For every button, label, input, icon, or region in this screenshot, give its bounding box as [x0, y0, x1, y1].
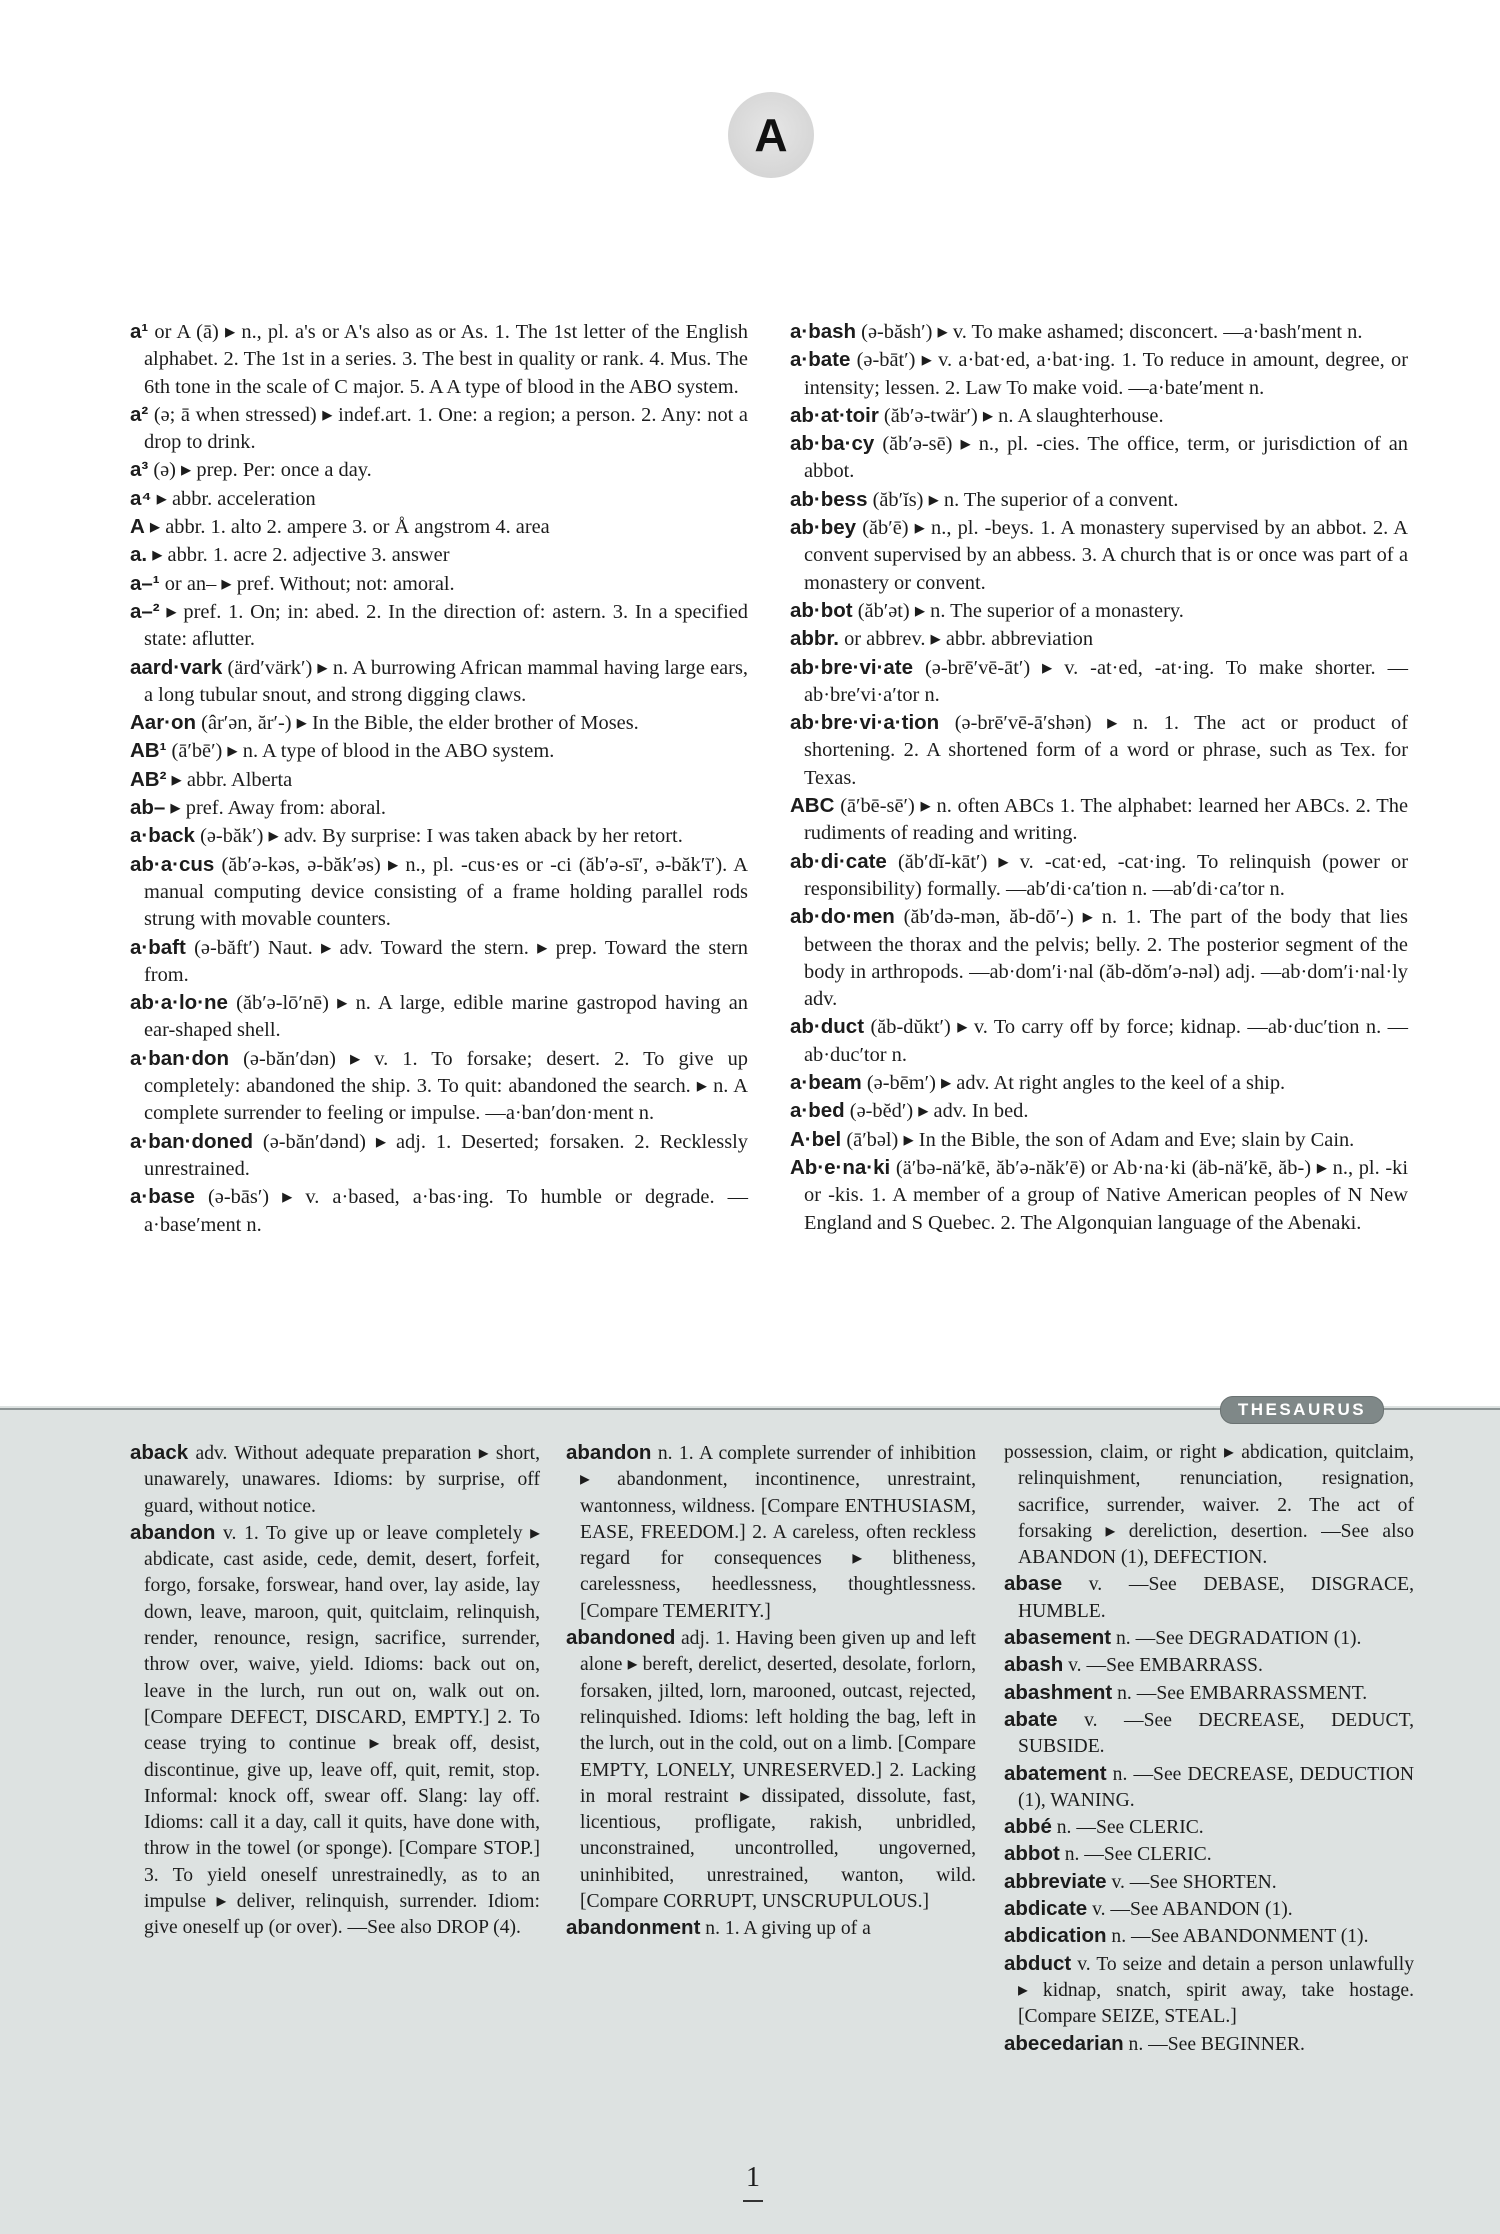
entry-headword: ABC [790, 794, 835, 818]
entry-headword: abdicate [1004, 1897, 1088, 1921]
entry-definition: or an– ▸ pref. Without; not: amoral. [159, 572, 455, 595]
entry-definition: (ə; ā when stressed) ▸ indef.art. 1. One: a region; a person. 2. Any: not a drop to drink. [144, 403, 748, 454]
entry-definition: (ăb′ē) ▸ n., pl. -beys. 1. A monastery supervised by an abbot. 2. A convent supervised by an abbess. 3. A church that is or once was part of a monastery or convent. [804, 517, 1408, 594]
entry-definition: (ăb′dĭ-kāt′) ▸ v. -cat·ed, -cat·ing. To relinquish (power or responsibility) formally. —ab′di·ca′tion n. —ab′di·ca′tor n. [804, 850, 1408, 900]
entry-headword: abandoned [566, 1626, 676, 1650]
entry-definition: ▸ abbr. acceleration [151, 487, 316, 510]
entry-headword: AB¹ [130, 739, 167, 763]
dictionary-entry [130, 851, 748, 934]
entry-definition: possession, claim, or right ▸ abdication, quitclaim, relinquishment, renunciation, resignation, sacrifice, surrender, waiver. 2. The act of forsaking ▸ dereliction, desertion. —See also ABANDON (1), DEFECTION. [1004, 1442, 1414, 1569]
entry-headword: a·bash [790, 320, 857, 343]
dictionary-entry [790, 792, 1408, 848]
dictionary-entry [790, 1097, 1408, 1125]
dictionary-entry [130, 794, 748, 822]
thesaurus-column-2 [566, 1440, 976, 1943]
thesaurus-entry [1004, 1761, 1414, 1815]
entry-headword: a·ban·don [130, 1046, 230, 1070]
entry-headword: abash [1004, 1653, 1064, 1677]
entry-headword: a–¹ [130, 571, 160, 595]
entry-definition: adv. Without adequate preparation ▸ short, unawarely, unawares. Idioms: by surprise, off guard, without notice. [144, 1443, 540, 1517]
entry-headword: A·bel [790, 1127, 842, 1151]
entry-headword: AB² [130, 767, 167, 791]
entry-definition: (ä′bə-nä′kē, ăb′ə-năk′ē) or Ab·na·ki (äb-nä′kē, ăb-) ▸ n., pl. -ki or -kis. 1. A member of a group of Native American peoples of N New England and S Quebec. 2. The Algonquian language of the Abenaki. [804, 1156, 1408, 1234]
entry-definition: ▸ abbr. 1. alto 2. ampere 3. or Å angstrom 4. area [144, 516, 550, 539]
entry-headword: a–² [130, 599, 160, 623]
entry-headword: abbot [1004, 1842, 1060, 1866]
dictionary-entry [790, 1013, 1408, 1069]
entry-definition: (ə-băk′) ▸ adv. By surprise: I was taken aback by her retort. [194, 825, 683, 848]
entry-headword: ab·duct [790, 1015, 865, 1039]
entry-definition: n. 1. A giving up of a [700, 1918, 871, 1940]
entry-definition: (ăb′ə-lō′nē) ▸ n. A large, edible marine gastropod having an ear-shaped shell. [144, 992, 748, 1042]
entry-definition: n. —See CLERIC. [1051, 1817, 1204, 1839]
dictionary-entry [790, 402, 1408, 430]
entry-definition: n. —See DECREASE, DEDUCTION (1), WANING. [1018, 1763, 1414, 1811]
entry-headword: a⁴ [130, 486, 152, 510]
thesaurus-entry [566, 1625, 976, 1915]
thesaurus-entry [1004, 1951, 1414, 2031]
entry-definition: (ā′bē-sē′) ▸ n. often ABCs 1. The alphabet: learned her ABCs. 2. The rudiments of reading and writing. [804, 795, 1408, 845]
entry-definition: n. —See BEGINNER. [1123, 2033, 1305, 2055]
entry-headword: abdication [1004, 1924, 1107, 1948]
dictionary-entry [130, 456, 748, 484]
dictionary-entry [790, 903, 1408, 1013]
dictionary-entry [790, 1154, 1408, 1237]
page-number: 1 [746, 2162, 760, 2193]
dictionary-entry [130, 401, 748, 457]
dictionary-entry [790, 318, 1408, 346]
entry-definition: (ə-bās′) ▸ v. a·based, a·bas·ing. To humble or degrade. —a·base′ment n. [144, 1186, 748, 1236]
thesaurus-entry [1004, 1680, 1414, 1707]
entry-definition: (ə-bēm′) ▸ adv. At right angles to the keel of a ship. [861, 1072, 1286, 1095]
entry-headword: ab·a·lo·ne [130, 991, 228, 1015]
thesaurus-entry [130, 1440, 540, 1520]
entry-headword: abatement [1004, 1761, 1107, 1785]
entry-definition: (ə-băsh′) ▸ v. To make ashamed; disconcert. —a·bash′ment n. [856, 321, 1363, 343]
entry-headword: A [130, 515, 145, 539]
entry-definition: or abbrev. ▸ abbr. abbreviation [839, 628, 1094, 651]
entry-headword: abandon [566, 1441, 652, 1464]
dictionary-entry [130, 989, 748, 1045]
entry-definition: (ə-brē′vē-ā′shən) ▸ n. 1. The act or product of shortening. 2. A shortened form of a word or phrase, such as Tex. for Texas. [804, 712, 1408, 789]
entry-headword: abecedarian [1004, 2031, 1124, 2055]
entry-definition: ▸ pref. 1. On; in: abed. 2. In the direction of: astern. 3. In a specified state: aflutter. [144, 600, 748, 651]
entry-definition: v. —See ABANDON (1). [1087, 1899, 1293, 1921]
dictionary-entry [130, 1045, 748, 1128]
dictionary-entry [130, 1128, 748, 1184]
dictionary-entry [130, 709, 748, 737]
dictionary-entry [130, 570, 748, 598]
thesaurus-entry [1004, 1841, 1414, 1868]
entry-definition: v. —See DEBASE, DISGRACE, HUMBLE. [1018, 1574, 1414, 1622]
entry-definition: (ə-băn′dən) ▸ v. 1. To forsake; desert. 2. To give up completely: abandoned the ship. 3. To quit: abandoned the search. ▸ n. A complete surrender to feeling or impulse. —a·ban′don·ment n. [144, 1047, 748, 1125]
entry-definition: n. —See ABANDONMENT (1). [1106, 1926, 1369, 1948]
thesaurus-label-text: THESAURUS [1237, 1400, 1367, 1419]
dictionary-entry [130, 541, 748, 569]
dictionary-entry [130, 766, 748, 794]
entry-definition: n. —See CLERIC. [1059, 1844, 1212, 1866]
entry-headword: a·ban·doned [130, 1129, 253, 1153]
section-letter: A [754, 109, 788, 161]
entry-headword: Aar·on [130, 711, 197, 735]
section-letter-badge [728, 92, 814, 178]
entry-definition: ▸ abbr. 1. acre 2. adjective 3. answer [147, 544, 450, 567]
dictionary-entry [130, 485, 748, 513]
entry-definition: (ə-băn′dənd) ▸ adj. 1. Deserted; forsaken. 2. Recklessly unrestrained. [144, 1130, 748, 1180]
entry-definition: (ăb′ĭs) ▸ n. The superior of a convent. [867, 488, 1179, 511]
entry-definition: (ăb′ə-twär′) ▸ n. A slaughterhouse. [878, 404, 1164, 427]
entry-headword: ab·at·toir [790, 403, 879, 427]
entry-definition: (âr′ən, ăr′-) ▸ In the Bible, the elder brother of Moses. [196, 712, 639, 735]
entry-headword: aard·vark [130, 655, 223, 679]
entry-headword: a¹ [130, 320, 149, 343]
entry-definition: v. —See EMBARRASS. [1063, 1655, 1263, 1677]
entry-headword: a·bed [790, 1099, 845, 1123]
entry-definition: (ə-bāt′) ▸ v. a·bat·ed, a·bat·ing. 1. To reduce in amount, degree, or intensity; lessen. 2. Law To make void. —a·bate′ment n. [804, 349, 1408, 399]
entry-headword: ab– [130, 796, 166, 820]
entry-headword: ab·bot [790, 598, 853, 622]
thesaurus-column-3 [1004, 1440, 1414, 2058]
dictionary-left-column [130, 318, 748, 1239]
entry-headword: abduct [1004, 1951, 1072, 1975]
entry-headword: aback [130, 1441, 189, 1464]
dictionary-entry [130, 598, 748, 654]
entry-headword: a·bate [790, 348, 851, 372]
entry-headword: ab·a·cus [130, 852, 215, 876]
entry-headword: ab·bey [790, 516, 857, 540]
entry-headword: ab·di·cate [790, 849, 887, 873]
entry-headword: abashment [1004, 1680, 1113, 1704]
thesaurus-entry [130, 1520, 540, 1942]
dictionary-entry [790, 514, 1408, 597]
entry-definition: (ə-băft′) Naut. ▸ adv. Toward the stern. ▸ prep. Toward the stern from. [144, 936, 748, 986]
thesaurus-entry [1004, 1814, 1414, 1841]
entry-definition: n. —See EMBARRASSMENT. [1112, 1682, 1368, 1704]
dictionary-entry [130, 318, 748, 401]
dictionary-entry [130, 1183, 748, 1239]
entry-definition: v. 1. To give up or leave completely ▸ abdicate, cast aside, cede, demit, desert, forfeit, forgo, forsake, forswear, hand over, lay aside, lay down, leave, maroon, quit, quitclaim, relinquish, render, renounce, resign, sacrifice, surrender, throw over, waive, yield. Idioms: back out on, leave in the lurch, run out on, walk out on. [Compare DEFECT, DISCARD, EMPTY.] 2. To cease trying to continue ▸ break off, desist, discontinue, give up, leave off, quit, remit, stop. Informal: knock off, swear off. Slang: lay off. Idioms: call it a day, call it quits, have done with, throw in the towel (or sponge). [Compare STOP.] 3. To yield oneself unrestrainedly, as to an impulse ▸ deliver, relinquish, surrender. Idiom: give oneself up (or over). —See also DROP (4). [144, 1522, 540, 1939]
entry-definition: n. 1. A complete surrender of inhibition ▸ abandonment, incontinence, unrestraint, wantonness, wildness. [Compare ENTHUSIASM, EASE, FREEDOM.] 2. A careless, often reckless regard for consequences ▸ blitheness, carelessness, heedlessness, thoughtlessness. [Compare TEMERITY.] [580, 1443, 976, 1622]
entry-headword: a³ [130, 458, 149, 482]
entry-headword: ab·do·men [790, 905, 895, 929]
entry-definition: or A (ā) ▸ n., pl. a's or A's also as or As. 1. The 1st letter of the English alphabet. 2. The 1st in a series. 3. The best in quality or rank. 4. Mus. The 6th tone in the scale of C major. 5. A A type of blood in the ABO system. [144, 321, 748, 398]
entry-definition: (ə-brē′vē-āt′) ▸ v. -at·ed, -at·ing. To make shorter. —ab·bre′vi·a′tor n. [804, 656, 1408, 706]
thesaurus-entry [1004, 1869, 1414, 1896]
entry-headword: ab·bre·vi·ate [790, 655, 914, 679]
entry-headword: abbreviate [1004, 1869, 1107, 1893]
thesaurus-label [1220, 1396, 1384, 1424]
dictionary-entry [790, 1069, 1408, 1097]
entry-headword: a² [130, 402, 149, 426]
entry-headword: abbé [1004, 1815, 1052, 1839]
entry-headword: abase [1004, 1572, 1063, 1596]
entry-definition: v. —See DECREASE, DEDUCT, SUBSIDE. [1018, 1709, 1414, 1758]
entry-headword: abbr. [790, 627, 839, 651]
entry-headword: a·base [130, 1185, 195, 1209]
page-number-underline [743, 2200, 763, 2202]
entry-headword: abandonment [566, 1916, 701, 1940]
entry-headword: abate [1004, 1707, 1058, 1731]
thesaurus-entry [566, 1915, 976, 1942]
dictionary-entry [790, 848, 1408, 904]
entry-definition: (ärd′värk′) ▸ n. A burrowing African mammal having large ears, a long tubular snout, and strong digging claws. [144, 656, 748, 706]
dictionary-entry [790, 1126, 1408, 1154]
dictionary-entry [790, 346, 1408, 402]
entry-definition: n. —See DEGRADATION (1). [1111, 1628, 1362, 1650]
dictionary-entry [790, 654, 1408, 710]
dictionary-entry [790, 709, 1408, 792]
dictionary-entry [790, 625, 1408, 653]
thesaurus-entry [1004, 1440, 1414, 1571]
entry-definition: (ăb′ə-kəs, ə-băk′əs) ▸ n., pl. -cus·es or -ci (ăb′ə-sī′, ə-băk′ī′). A manual computing device consisting of a frame holding parallel rods strung with movable counters. [144, 853, 748, 931]
entry-definition: (ăb′də-mən, ăb-dō′-) ▸ n. 1. The part of the body that lies between the thorax and the pelvis; belly. 2. The posterior segment of the body in arthropods. —ab·dom′i·nal (ăb-dŏm′ə-nəl) adj. —ab·dom′i·nal·ly adv. [804, 906, 1408, 1011]
entry-headword: ab·ba·cy [790, 432, 875, 456]
entry-definition: v. To seize and detain a person unlawfully ▸ kidnap, snatch, spirit away, take hostage. [Compare SEIZE, STEAL.] [1018, 1953, 1414, 2028]
thesaurus-entry [1004, 1896, 1414, 1923]
entry-headword: ab·bess [790, 487, 868, 511]
entry-headword: abandon [130, 1520, 216, 1544]
entry-headword: a. [130, 543, 148, 567]
dictionary-right-column [790, 318, 1408, 1237]
entry-headword: Ab·e·na·ki [790, 1155, 891, 1179]
entry-definition: (ăb′ət) ▸ n. The superior of a monastery. [852, 599, 1184, 622]
dictionary-entry [790, 597, 1408, 625]
thesaurus-entry [1004, 2031, 1414, 2058]
entry-definition: (ə-bĕd′) ▸ adv. In bed. [844, 1100, 1029, 1123]
thesaurus-entry [1004, 1652, 1414, 1679]
entry-definition: ▸ abbr. Alberta [166, 768, 293, 791]
thesaurus-entry [1004, 1707, 1414, 1761]
thesaurus-entry [1004, 1571, 1414, 1625]
entry-headword: a·baft [130, 935, 186, 959]
entry-definition: adj. 1. Having been given up and left alone ▸ bereft, derelict, deserted, desolate, forlorn, forsaken, jilted, lorn, marooned, outcast, rejected, relinquished. Idioms: left holding the bag, left in the lurch, out in the cold, out on a limb. [Compare EMPTY, LONELY, UNRESERVED.] 2. Lacking in moral restraint ▸ dissipated, dissolute, fast, licentious, profligate, rakish, unbridled, unconstrained, uncontrolled, ungoverned, uninhibited, unrestrained, wanton, wild. [Compare CORRUPT, UNSCRUPULOUS.] [580, 1628, 976, 1913]
entry-definition: (ā′bē′) ▸ n. A type of blood in the ABO system. [166, 740, 555, 763]
entry-definition: v. —See SHORTEN. [1106, 1871, 1277, 1893]
entry-definition: (ăb′ə-sē) ▸ n., pl. -cies. The office, term, or jurisdiction of an abbot. [804, 433, 1408, 483]
dictionary-entry [790, 486, 1408, 514]
dictionary-entry [130, 654, 748, 710]
entry-definition: ▸ pref. Away from: aboral. [165, 797, 387, 820]
thesaurus-entry [566, 1440, 976, 1625]
dictionary-entry [790, 430, 1408, 486]
entry-definition: (ə) ▸ prep. Per: once a day. [148, 459, 372, 482]
entry-definition: (ā′bəl) ▸ In the Bible, the son of Adam and Eve; slain by Cain. [841, 1128, 1355, 1151]
dictionary-entry [130, 513, 748, 541]
thesaurus-entry [1004, 1923, 1414, 1950]
entry-headword: ab·bre·vi·a·tion [790, 711, 940, 735]
entry-headword: a·beam [790, 1071, 862, 1095]
dictionary-entry [130, 934, 748, 990]
thesaurus-column-1 [130, 1440, 540, 1942]
dictionary-entry [130, 822, 748, 850]
entry-headword: a·back [130, 824, 195, 848]
thesaurus-entry [1004, 1625, 1414, 1652]
entry-headword: abasement [1004, 1626, 1112, 1650]
dictionary-entry [130, 737, 748, 765]
entry-definition: (ăb-dŭkt′) ▸ v. To carry off by force; kidnap. —ab·duc′tion n. —ab·duc′tor n. [804, 1016, 1408, 1066]
